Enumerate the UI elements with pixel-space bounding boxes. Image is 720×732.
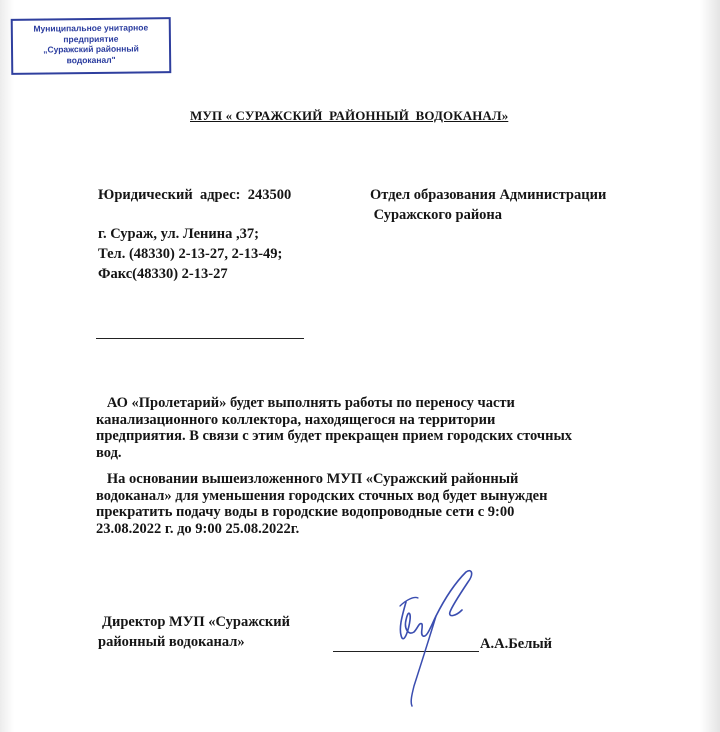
- recipient-line-1: Отдел образования Администрации: [370, 187, 607, 203]
- body-line: 23.08.2022 г. до 9:00 25.08.2022г.: [96, 520, 300, 537]
- body-line: прекратить подачу воды в городские водопроводные сети с 9:00: [96, 504, 515, 520]
- stamp-line: „Суражский районный: [43, 43, 139, 55]
- reference-line: [96, 338, 304, 339]
- body-paragraph-1: [96, 395, 572, 461]
- signatory-title-line-2: районный водоканал»: [98, 634, 245, 650]
- sender-fax: Факс(48330) 2-13-27: [98, 266, 228, 282]
- legal-address-label: Юридический адрес: 243500: [98, 187, 292, 203]
- recipient-line-2: Суражского района: [370, 207, 503, 223]
- stamp-line: предприятие: [63, 33, 119, 44]
- handwritten-signature: [392, 566, 482, 711]
- body-line: На основании вышеизложенного МУП «Суражский районный: [96, 471, 519, 487]
- sender-phone: Тел. (48330) 2-13-27, 2-13-49;: [98, 246, 283, 262]
- body-line: АО «Пролетарий» будет выполнять работы по переносу части: [96, 395, 515, 411]
- sender-street: г. Сураж, ул. Ленина ,37;: [98, 226, 259, 242]
- stamp-line: водоканал": [66, 54, 116, 65]
- body-paragraph-2: [96, 471, 547, 537]
- letterhead-title: МУП « СУРАЖСКИЙ РАЙОННЫЙ ВОДОКАНАЛ»: [190, 108, 509, 123]
- stamp-line: Муниципальное унитарное: [33, 22, 149, 34]
- body-line: водоканал» для уменьшения городских сточных вод будет вынужден: [96, 487, 548, 504]
- body-line: канализационного коллектора, находящегося на территории: [96, 411, 496, 428]
- organization-stamp: [11, 17, 172, 75]
- body-line: вод.: [96, 444, 122, 461]
- signer-name: А.А.Белый: [480, 636, 553, 652]
- signatory-title-line-1: Директор МУП «Суражский: [102, 614, 290, 630]
- body-line: предприятия. В связи с этим будет прекращен прием городских сточных: [96, 428, 573, 444]
